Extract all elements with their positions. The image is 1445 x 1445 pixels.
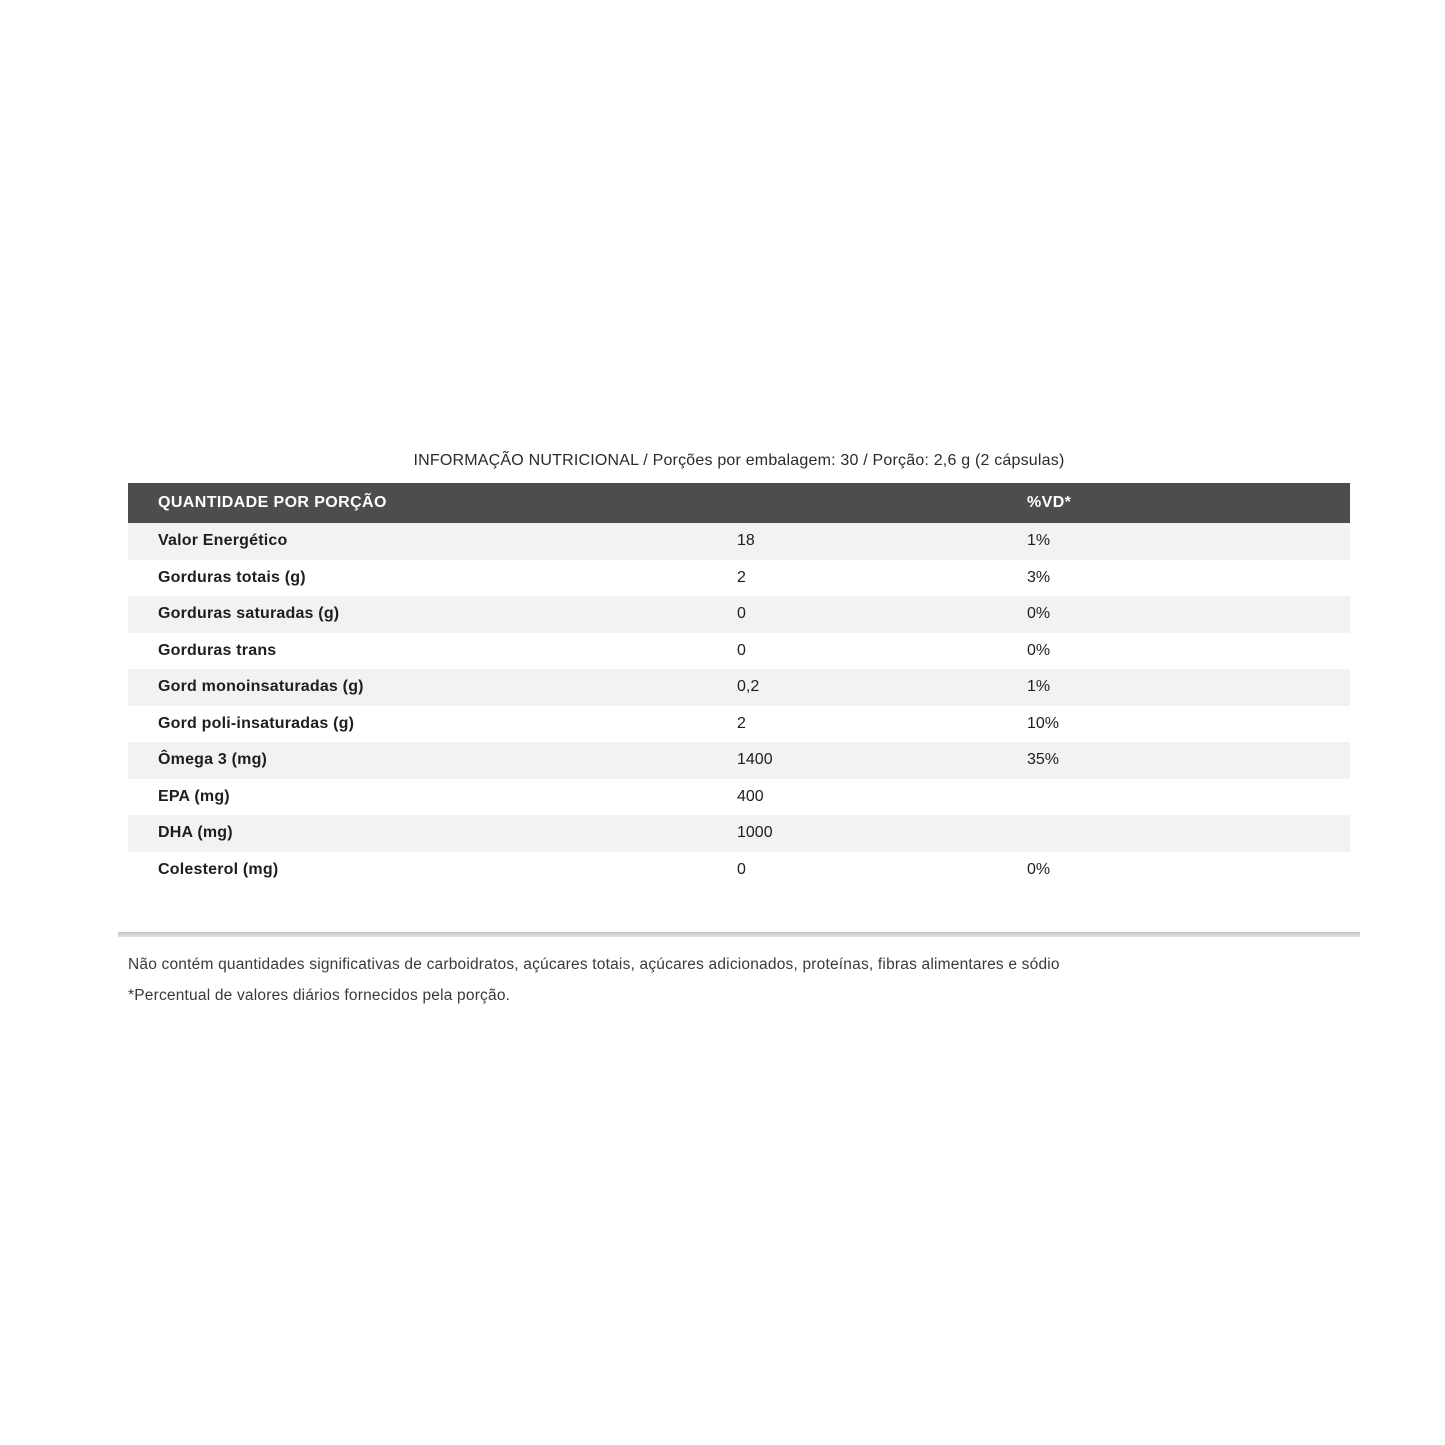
row-value: 400 xyxy=(737,787,764,805)
table-row xyxy=(128,779,1350,816)
table-row xyxy=(128,706,1350,743)
row-label: Colesterol (mg) xyxy=(158,860,279,878)
table-row xyxy=(128,596,1350,633)
table-row xyxy=(128,633,1350,670)
row-daily-value: 3% xyxy=(1027,568,1051,586)
row-label: Ômega 3 (mg) xyxy=(158,751,268,769)
row-label: Gorduras saturadas (g) xyxy=(158,605,340,623)
row-daily-value: 35% xyxy=(1027,751,1060,769)
row-daily-value: 0% xyxy=(1027,860,1051,878)
row-value: 1000 xyxy=(737,824,773,842)
nutrition-table xyxy=(128,483,1350,888)
row-value: 2 xyxy=(737,568,746,586)
row-label: Gorduras totais (g) xyxy=(158,568,306,586)
row-value: 0 xyxy=(737,860,746,878)
note-daily-value-disclaimer: *Percentual de valores diários fornecidos pela porção. xyxy=(128,987,511,1004)
table-row xyxy=(128,523,1350,560)
row-daily-value: 10% xyxy=(1027,714,1060,732)
header-quantity-per-serving: QUANTIDADE POR PORÇÃO xyxy=(158,494,387,511)
row-label: EPA (mg) xyxy=(158,787,230,805)
note-no-significant-amounts: Não contém quantidades significativas de carboidratos, açúcares totais, açúcares adicionados, proteínas, fibras alimentares e sódio xyxy=(128,956,1060,973)
row-value: 0 xyxy=(737,641,746,659)
table-row xyxy=(128,669,1350,706)
row-label: Valor Energético xyxy=(158,532,288,550)
row-daily-value: 1% xyxy=(1027,532,1051,550)
row-label: Gord monoinsaturadas (g) xyxy=(158,678,364,696)
nutrition-title: INFORMAÇÃO NUTRICIONAL / Porções por embalagem: 30 / Porção: 2,6 g (2 cápsulas) xyxy=(413,452,1065,469)
row-daily-value: 0% xyxy=(1027,605,1051,623)
row-value: 18 xyxy=(737,532,755,550)
row-value: 0 xyxy=(737,605,746,623)
table-header-row xyxy=(128,483,1350,523)
row-label: Gorduras trans xyxy=(158,641,277,659)
row-label: Gord poli-insaturadas (g) xyxy=(158,714,355,732)
divider-line xyxy=(118,932,1360,937)
table-row xyxy=(128,852,1350,889)
table-row xyxy=(128,742,1350,779)
row-label: DHA (mg) xyxy=(158,824,233,842)
header-daily-value: %VD* xyxy=(1027,494,1072,511)
row-daily-value: 0% xyxy=(1027,641,1051,659)
row-daily-value: 1% xyxy=(1027,678,1051,696)
row-value: 1400 xyxy=(737,751,773,769)
row-value: 2 xyxy=(737,714,746,732)
row-value: 0,2 xyxy=(737,678,760,696)
table-row xyxy=(128,815,1350,852)
table-row xyxy=(128,560,1350,597)
